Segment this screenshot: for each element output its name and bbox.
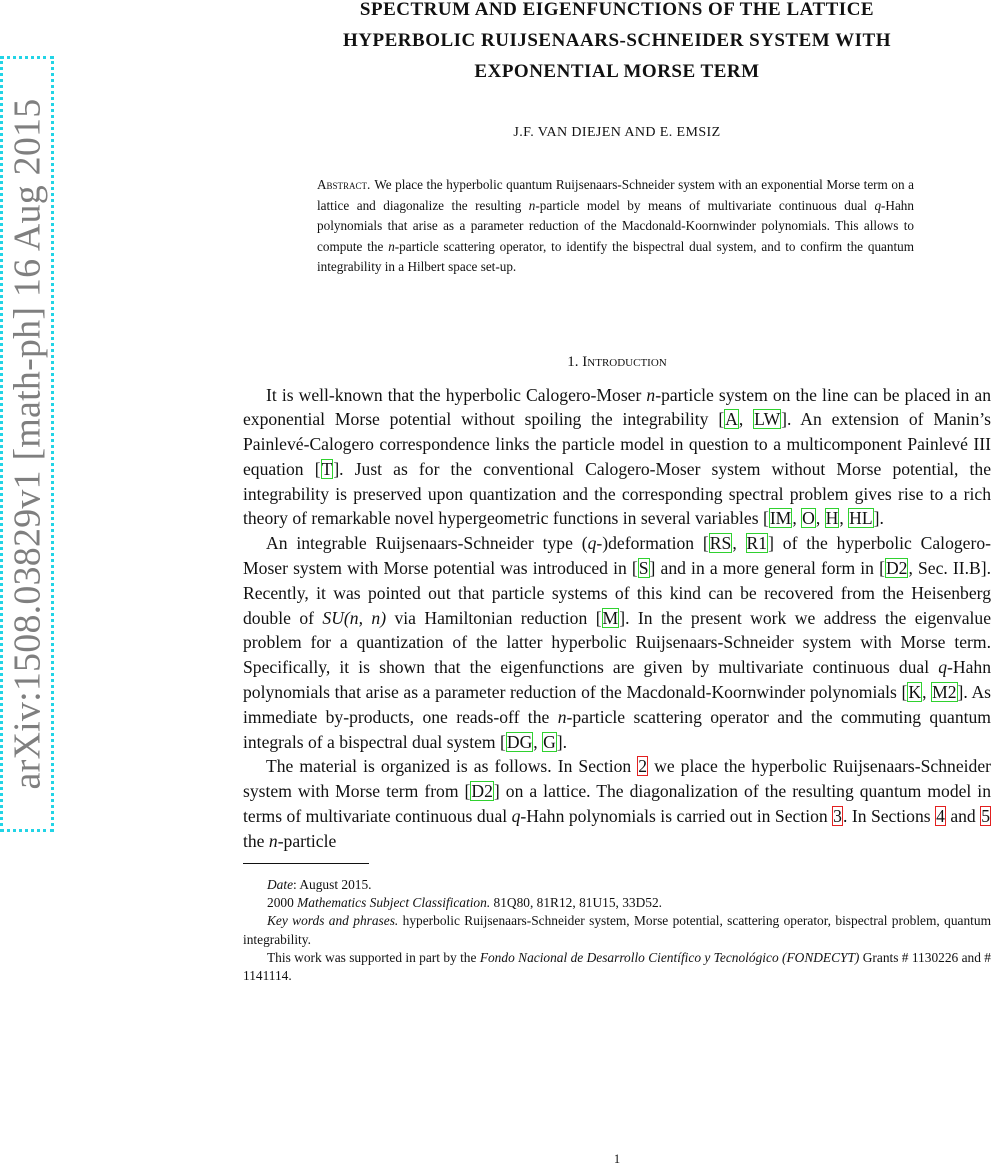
page-number: 1	[613, 1152, 621, 1166]
paragraph-3: The material is organized is as follows. In Section 2 we place the hyperbolic Ruijsenaars-Schneider system with Morse term from [D2] on a lattice. The diagonalization of the resulting quantum model in terms of multivariate continuous dual q-Hahn polynomials is carried out in Section 3. In Sections 4 and 5 the n-particle	[243, 756, 991, 851]
paragraph-1: It is well-known that the hyperbolic Calogero-Moser n-particle system on the line can be placed in an exponential Morse potential without spoiling the integrability [A, LW]. An extension of Manin’s Painlevé-Calogero correspondence links the particle model in question to a multicomponent Painlevé III equation [T]. Just as for the conventional Calogero-Moser system without Morse potential, the integrability is preserved upon quantization and the corresponding spectral problem gives rise to a rich theory of remarkable novel hypergeometric functions in several variables [IM, O, H, HL].	[243, 384, 991, 529]
citation-link[interactable]: RS	[709, 533, 732, 554]
section-link[interactable]: 3	[833, 806, 842, 827]
citation-link[interactable]: HL	[849, 508, 873, 529]
citation-link[interactable]: S	[638, 558, 649, 579]
footnote-support: This work was supported in part by the Fondo Nacional de Desarrollo Científico y Tecnológico (FONDECYT) Grants # 1130226 and # 1141114.	[243, 949, 991, 984]
paper-page	[243, 0, 991, 1166]
section-link[interactable]: 5	[981, 806, 991, 827]
citation-link[interactable]: H	[825, 508, 839, 529]
section-link[interactable]: 2	[638, 756, 648, 777]
arxiv-id: arXiv:1508.03829v1 [math-ph] 16 Aug 2015	[6, 98, 48, 790]
abstract: Abstract. We place the hyperbolic quantum Ruijsenaars-Schneider system with an exponential Morse term on a lattice and diagonalize the resulting n-particle model by means of multivariate continuous dual q-Hahn polynomials that arise as a parameter reduction of the Macdonald-Koornwinder polynomials. This allows to compute the n-particle scattering operator, to identify the bispectral dual system, and to confirm the quantum integrability in a Hilbert space set-up.	[317, 177, 915, 274]
arxiv-stamp[interactable]	[0, 56, 54, 832]
citation-link[interactable]: O	[802, 508, 815, 529]
footnote-msc: 2000 Mathematics Subject Classification. 81Q80, 81R12, 81U15, 33D52.	[267, 894, 663, 910]
authors: J.F. VAN DIEJEN AND E. EMSIZ	[513, 125, 721, 140]
section-heading	[243, 354, 991, 371]
footnote-rule	[243, 863, 369, 864]
citation-link[interactable]: A	[725, 409, 738, 430]
citation-link[interactable]: D2	[885, 558, 908, 579]
citation-link[interactable]: IM	[769, 508, 792, 529]
citation-link[interactable]: M	[602, 607, 619, 628]
citation-link[interactable]: R1	[746, 533, 768, 554]
paragraph-2: An integrable Ruijsenaars-Schneider type (q-)deformation [RS, R1] of the hyperbolic Calogero-Moser system with Morse potential was introduced in [S] and in a more general form in [D2, Sec. II.B]. Recently, it was pointed out that particle systems of this kind can be recovered from the Heisenberg double of SU(n, n) via Hamiltonian reduction [M]. In the present work we address the eigenvalue problem for a quantization of the latter hyperbolic Ruijsenaars-Schneider system with Morse term. Specifically, it is shown that the eigenfunctions are given by multivariate continuous dual q-Hahn polynomials that arise as a parameter reduction of the Macdonald-Koornwinder polynomials [K, M2]. As immediate by-products, one reads-off the n-particle scattering operator and the commuting quantum integrals of a bispectral dual system [DG, G].	[243, 533, 991, 752]
footnote-date: Date: August 2015.	[267, 876, 372, 892]
footnotes	[243, 876, 991, 986]
abstract-label: Abstract.	[317, 177, 371, 192]
title-line: EXPONENTIAL MORSE TERM	[474, 61, 760, 82]
citation-link[interactable]: T	[321, 458, 333, 479]
citation-link[interactable]: K	[908, 682, 922, 703]
section-title: Introduction	[582, 353, 667, 370]
citation-link[interactable]: LW	[754, 409, 781, 430]
title-line: HYPERBOLIC RUIJSENAARS-SCHNEIDER SYSTEM WITH	[343, 30, 891, 51]
citation-link[interactable]: D2	[471, 781, 493, 802]
introduction-body	[243, 383, 991, 854]
citation-link[interactable]: G	[543, 731, 556, 752]
section-number: 1.	[567, 353, 579, 370]
title-line: SPECTRUM AND EIGENFUNCTIONS OF THE LATTICE	[359, 0, 875, 20]
citation-link[interactable]: DG	[506, 731, 533, 752]
footnote-keywords: Key words and phrases. hyperbolic Ruijsenaars-Schneider system, Morse potential, scattering operator, bispectral problem, quantum integrability.	[243, 913, 991, 947]
paper-title	[243, 0, 991, 87]
section-link[interactable]: 4	[936, 806, 945, 827]
citation-link[interactable]: M2	[932, 682, 957, 703]
